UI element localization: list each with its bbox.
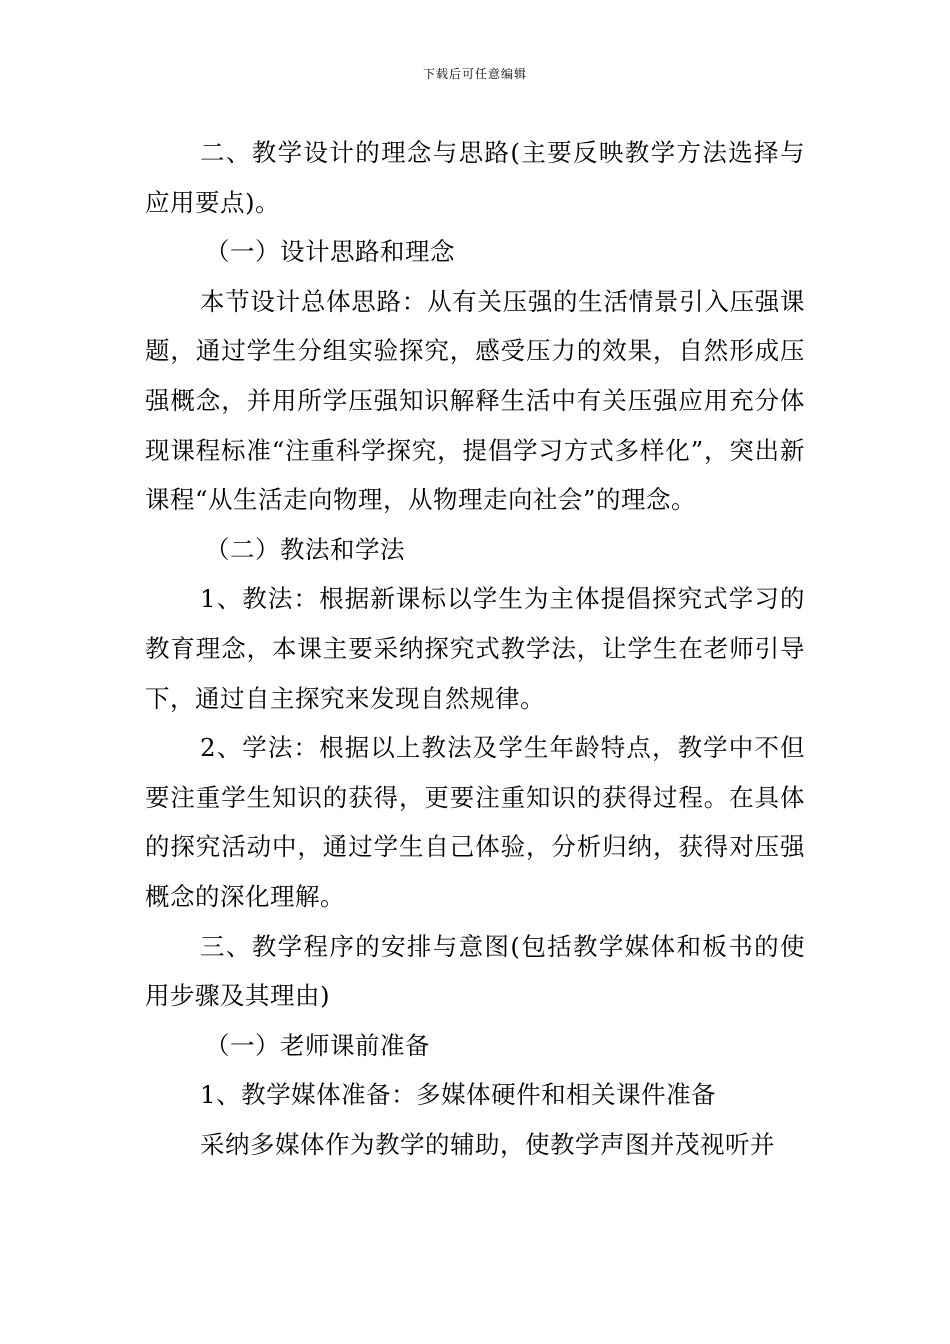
paragraph-design-overview: 本节设计总体思路：从有关压强的生活情景引入压强课题，通过学生分组实验探究，感受压力的效果，自然形成压强概念，并用所学压强知识解释生活中有关压强应用充分体现课程标准“注重科学探究，提倡学习方式多样化”，突出新课程“从生活走向物理，从物理走向社会”的理念。 — [145, 286, 805, 515]
subsection-heading-design-ideas: （一）设计思路和理念 — [205, 237, 455, 267]
subsection-heading-teaching-methods: （二）教法和学法 — [205, 534, 405, 564]
paragraph-media-prep: 1、教学媒体准备：多媒体硬件和相关课件准备 — [200, 1080, 717, 1110]
paragraph-learning-method: 2、学法：根据以上教法及学生年龄特点，教学中不但要注重学生知识的获得，更要注重知识的获得过程。在具体的探究活动中，通过学生自己体验，分析归纳，获得对压强概念的深化理解。 — [145, 733, 805, 911]
subsection-heading-teacher-prep: （一）老师课前准备 — [205, 1030, 430, 1060]
page-header: 下载后可任意编辑 — [422, 67, 527, 81]
section-heading-2: 二、教学设计的理念与思路(主要反映教学方法选择与应用要点)。 — [145, 138, 805, 217]
paragraph-multimedia: 采纳多媒体作为教学的辅助，使教学声图并茂视听并 — [200, 1129, 775, 1159]
paragraph-teaching-method: 1、教法：根据新课标以学生为主体提倡探究式学习的教育理念，本课主要采纳探究式教学法，让学生在老师引导下，通过自主探究来发现自然规律。 — [145, 584, 805, 713]
section-heading-3: 三、教学程序的安排与意图(包括教学媒体和板书的使用步骤及其理由) — [145, 931, 805, 1011]
document-body — [145, 128, 805, 1169]
